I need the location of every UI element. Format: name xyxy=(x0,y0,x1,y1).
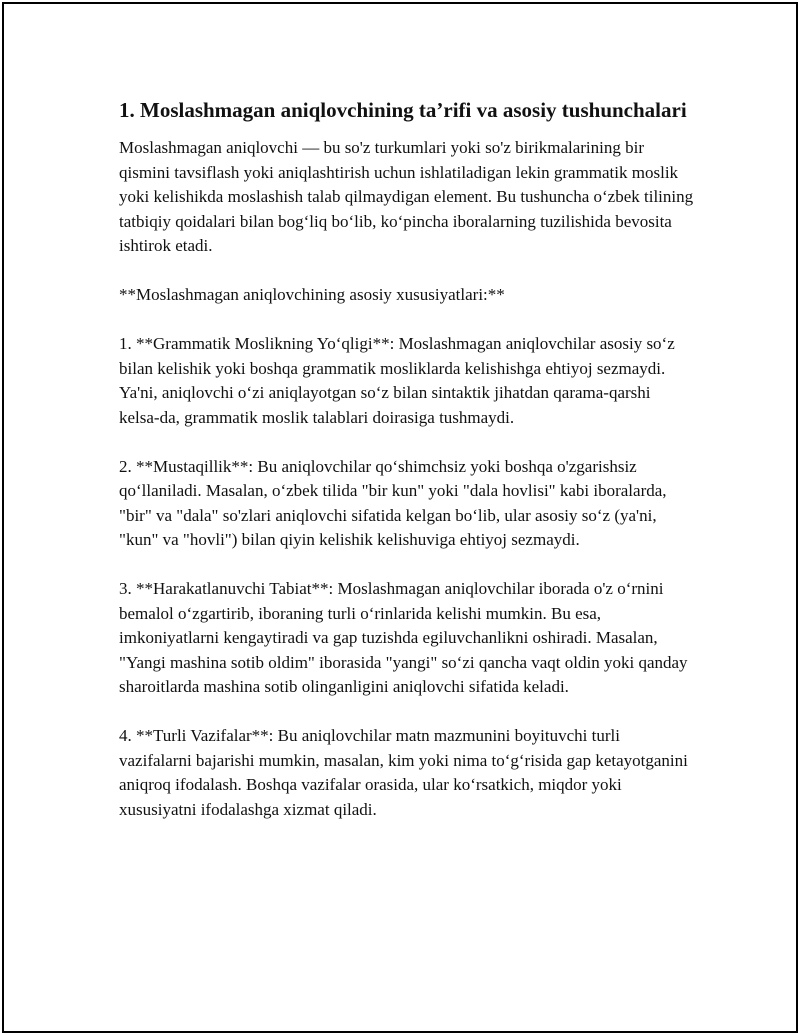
page-frame xyxy=(2,2,798,1033)
list-item: 1. **Grammatik Moslikning Yo‘qligi**: Moslashmagan aniqlovchilar asosiy so‘z bilan kelishik yoki boshqa grammatik mosliklarda kelishishga ehtiyoj sezmaydi. Ya'ni, aniqlovchi o‘zi aniqlayotgan so‘z bilan sintaktik jihatdan qarama-qarshi kelsa-da, grammatik moslik talablari doirasiga tushmaydi. xyxy=(119,334,675,427)
list-item: 2. **Mustaqillik**: Bu aniqlovchilar qo‘shimchsiz yoki boshqa o'zgarishsiz qo‘llaniladi. Masalan, o‘zbek tilida "bir kun" yoki "dala hovlisi" kabi iboralarda, "bir" va "dala" so'zlari aniqlovchi sifatida kelgan bo‘lib, ular asosiy so‘z (ya'ni, "kun" va "hovli") bilan qiyin kelishik kelishuviga ehtiyoj sezmaydi. xyxy=(119,456,667,549)
list-item: 3. **Harakatlanuvchi Tabiat**: Moslashmagan aniqlovchilar iborada o'z o‘rnini bemalol o‘zgartirib, iboraning turli o‘rinlarida kelishi mumkin. Bu esa, imkoniyatlarni kengaytiradi va gap tuzishda egiluvchanlikni oshiradi. Masalan, "Yangi mashina sotib oldim" iborasida "yangi" so‘zi qancha vaqt oldin yoki qanday sharoitlarda mashina sotib olinganligini aniqlovchi sifatida keladi. xyxy=(119,579,688,696)
intro-paragraph: Moslashmagan aniqlovchi — bu so'z turkumlari yoki so'z birikmalarining bir qismini tavsiflash yoki aniqlashtirish uchun ishlatiladigan lekin grammatik moslik yoki kelishikda moslashish talab qilmaydigan element. Bu tushuncha o‘zbek tilining tatbiqiy qoidalari bilan bog‘liq bo‘lib, ko‘pincha iboralarning tuzilishida bevosita ishtirok etadi. xyxy=(119,138,694,255)
features-title: **Moslashmagan aniqlovchining asosiy xususiyatlari:** xyxy=(119,285,505,304)
document-body xyxy=(119,97,694,847)
section-heading: 1. Moslashmagan aniqlovchining ta’rifi va asosiy tushunchalari xyxy=(119,98,687,122)
list-item: 4. **Turli Vazifalar**: Bu aniqlovchilar matn mazmunini boyituvchi turli vazifalarni bajarishi mumkin, masalan, kim yoki nima to‘g‘risida gap ketayotganini aniqroq ifodalash. Boshqa vazifalar orasida, ular ko‘rsatkich, miqdor yoki xususiyatni ifodalashga xizmat qiladi. xyxy=(119,726,688,819)
